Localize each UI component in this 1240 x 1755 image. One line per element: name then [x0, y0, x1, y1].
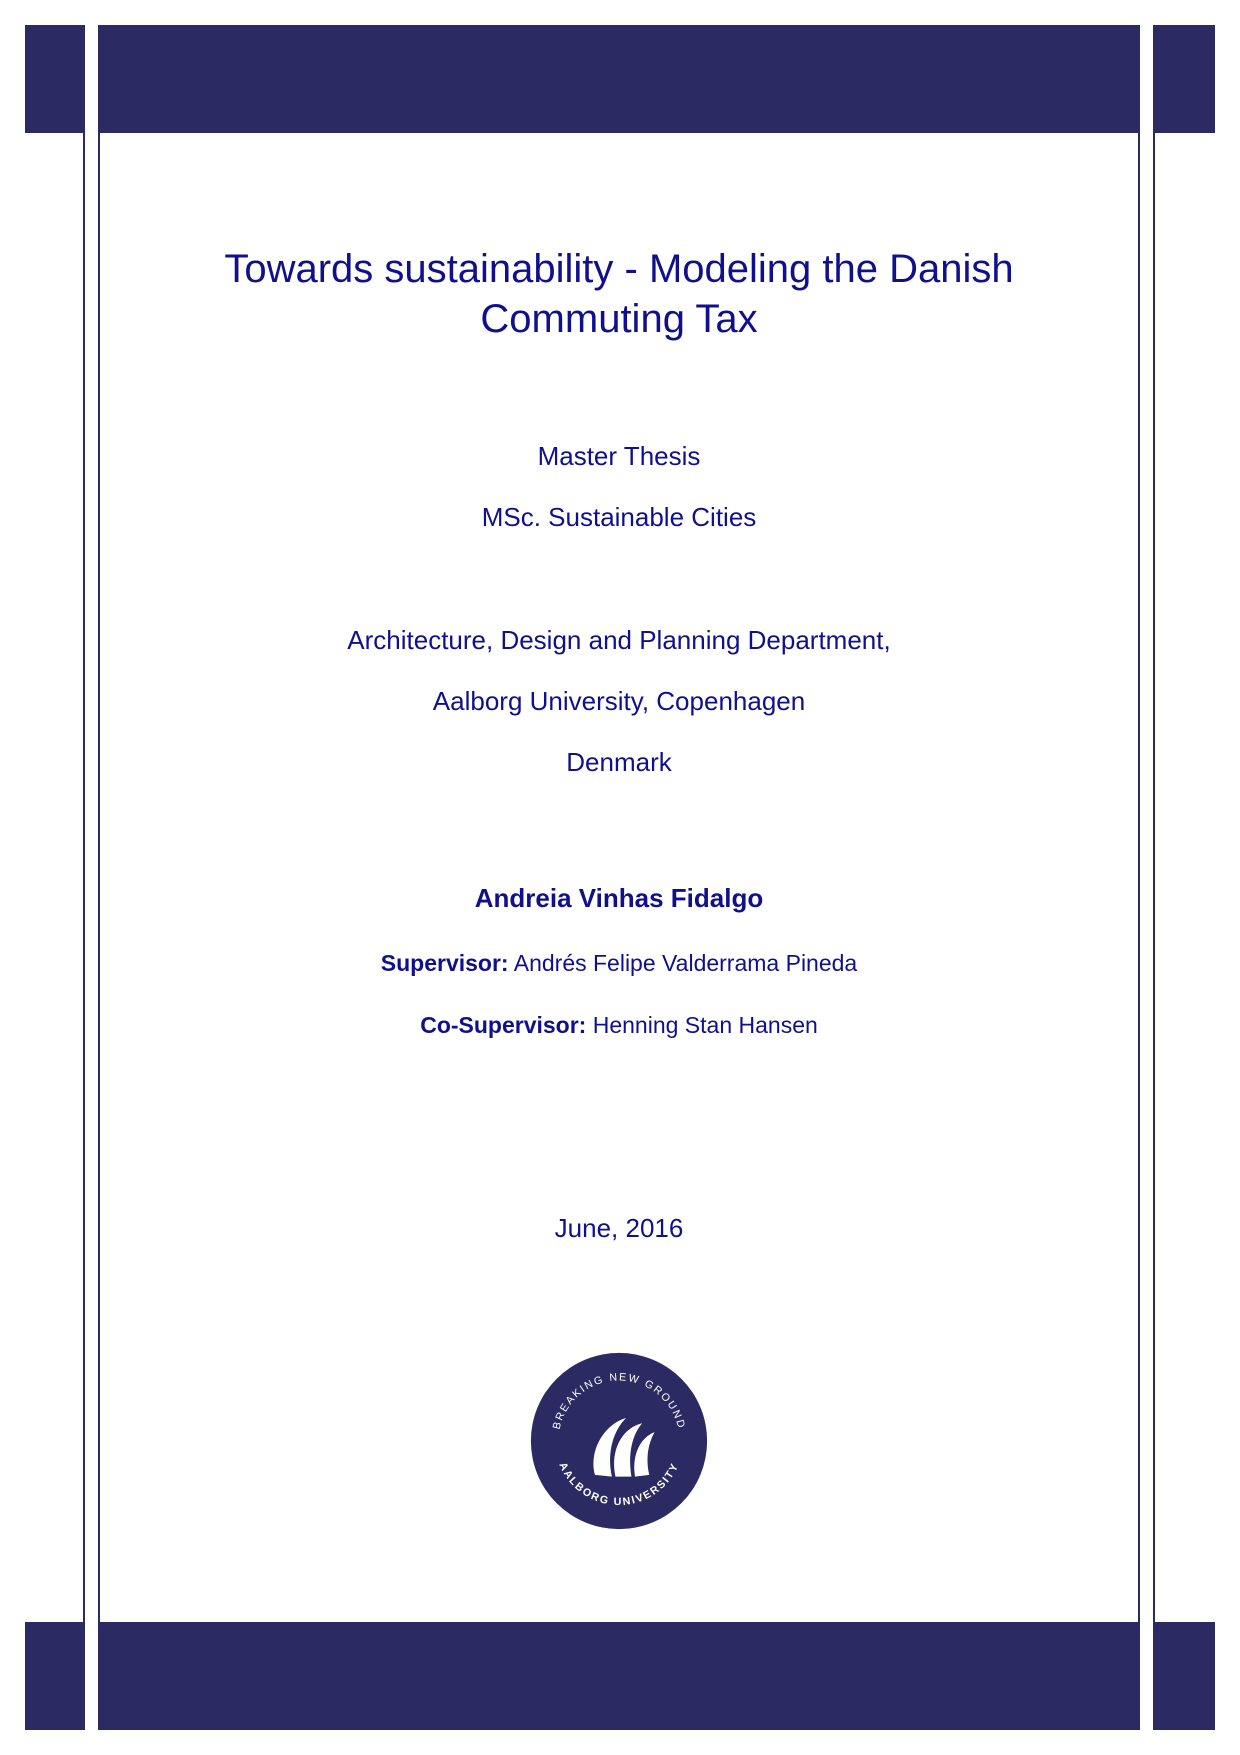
- aalborg-university-seal-icon: [530, 1352, 708, 1530]
- supervisor-name: Andrés Felipe Valderrama Pineda: [513, 950, 858, 976]
- thesis-title-line-2: Commuting Tax: [480, 297, 758, 341]
- submission-date: June, 2016: [554, 1213, 684, 1243]
- university: Aalborg University, Copenhagen: [432, 686, 806, 716]
- thesis-title: [99, 244, 1139, 344]
- right-outer-rule: [1153, 25, 1155, 1730]
- supervisor-label: Supervisor:: [380, 950, 509, 976]
- top-right-band: [1154, 25, 1215, 133]
- department: Architecture, Design and Planning Department,: [347, 625, 891, 655]
- bottom-right-band: [1154, 1622, 1215, 1730]
- bottom-center-band: [99, 1622, 1139, 1730]
- co-supervisor-line: [99, 1010, 1139, 1040]
- seal-bottom-text: AALBORG UNIVERSITY: [556, 1460, 682, 1509]
- supervisor-line: [99, 948, 1139, 978]
- co-supervisor-label: Co-Supervisor:: [420, 1012, 587, 1038]
- degree-type: Master Thesis: [537, 441, 701, 471]
- bottom-left-band: [25, 1622, 84, 1730]
- author-name: Andreia Vinhas Fidalgo: [474, 883, 764, 913]
- country: Denmark: [566, 747, 672, 777]
- top-left-band: [25, 25, 84, 133]
- left-outer-rule: [83, 25, 85, 1730]
- thesis-title-line-1: Towards sustainability - Modeling the Danish: [224, 247, 1014, 291]
- degree-program: MSc. Sustainable Cities: [481, 502, 757, 532]
- co-supervisor-name: Henning Stan Hansen: [592, 1012, 818, 1038]
- seal-top-text: BREAKING NEW GROUND: [550, 1371, 688, 1431]
- top-center-band: [99, 25, 1139, 133]
